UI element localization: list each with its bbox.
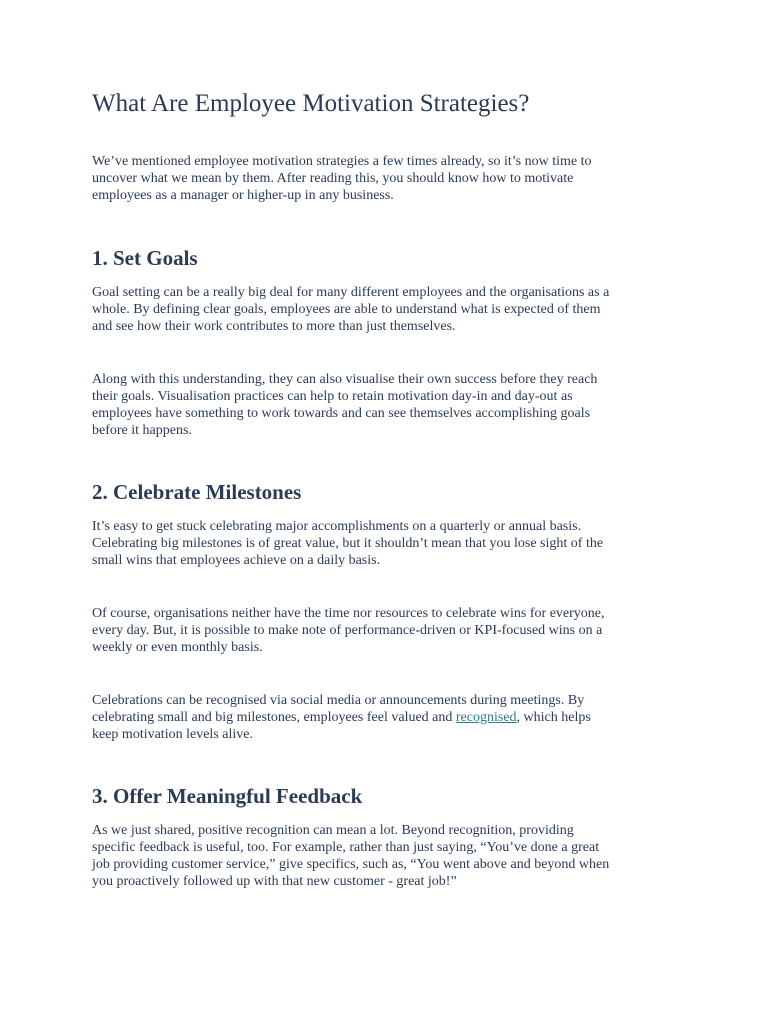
paragraph-line xyxy=(92,709,674,726)
paragraph-text: , which helps xyxy=(516,710,591,725)
intro-paragraph xyxy=(92,153,674,204)
celebrate-milestones-paragraph-2 xyxy=(92,605,674,656)
page-title: What Are Employee Motivation Strategies? xyxy=(92,90,530,117)
set-goals-paragraph-1 xyxy=(92,284,674,335)
paragraph-line: whole. By defining clear goals, employees are able to understand what is expected of them xyxy=(92,302,601,317)
paragraph-line: every day. But, it is possible to make note of performance-driven or KPI-focused wins on a xyxy=(92,623,603,638)
paragraph-line: Of course, organisations neither have the time nor resources to celebrate wins for everyone, xyxy=(92,606,605,621)
paragraph-line: before it happens. xyxy=(92,423,192,438)
paragraph-line: and see how their work contributes to more than just themselves. xyxy=(92,319,456,334)
section-heading-set-goals: 1. Set Goals xyxy=(92,246,198,270)
paragraph-line: you proactively followed up with that new customer - great job!” xyxy=(92,874,457,889)
paragraph-line: weekly or even monthly basis. xyxy=(92,640,263,655)
section-heading-offer-meaningful-feedback: 3. Offer Meaningful Feedback xyxy=(92,784,363,808)
paragraph-line: Along with this understanding, they can also visualise their own success before they reach xyxy=(92,372,598,387)
paragraph-line: As we just shared, positive recognition can mean a lot. Beyond recognition, providing xyxy=(92,823,574,838)
section-heading-celebrate-milestones: 2. Celebrate Milestones xyxy=(92,480,302,504)
paragraph-text: celebrating small and big milestones, employees feel valued and xyxy=(92,710,456,725)
paragraph-line: Goal setting can be a really big deal for many different employees and the organisations as a xyxy=(92,285,610,300)
intro-line: uncover what we mean by them. After reading this, you should know how to motivate xyxy=(92,171,574,186)
paragraph-line: Celebrations can be recognised via social media or announcements during meetings. By xyxy=(92,693,585,708)
celebrate-milestones-paragraph-1 xyxy=(92,518,674,569)
paragraph-line: keep motivation levels alive. xyxy=(92,727,253,742)
paragraph-line: Celebrating big milestones is of great value, but it shouldn’t mean that you lose sight of the xyxy=(92,536,604,551)
paragraph-line: employees have something to work towards and can see themselves accomplishing goals xyxy=(92,406,591,421)
paragraph-line: their goals. Visualisation practices can help to retain motivation day-in and day-out as xyxy=(92,389,573,404)
celebrate-milestones-paragraph-3 xyxy=(92,692,674,743)
paragraph-line: It’s easy to get stuck celebrating major accomplishments on a quarterly or annual basis. xyxy=(92,519,582,534)
paragraph-line: job providing customer service,” give specifics, such as, “You went above and beyond when xyxy=(92,857,610,872)
offer-feedback-paragraph-1 xyxy=(92,822,674,890)
intro-line: employees as a manager or higher-up in any business. xyxy=(92,188,394,203)
paragraph-line: specific feedback is useful, too. For example, rather than just saying, “You’ve done a great xyxy=(92,840,600,855)
paragraph-line: small wins that employees achieve on a daily basis. xyxy=(92,553,381,568)
set-goals-paragraph-2 xyxy=(92,371,674,439)
recognised-link[interactable]: recognised xyxy=(455,710,517,725)
intro-line: We’ve mentioned employee motivation strategies a few times already, so it’s now time to xyxy=(92,154,592,169)
